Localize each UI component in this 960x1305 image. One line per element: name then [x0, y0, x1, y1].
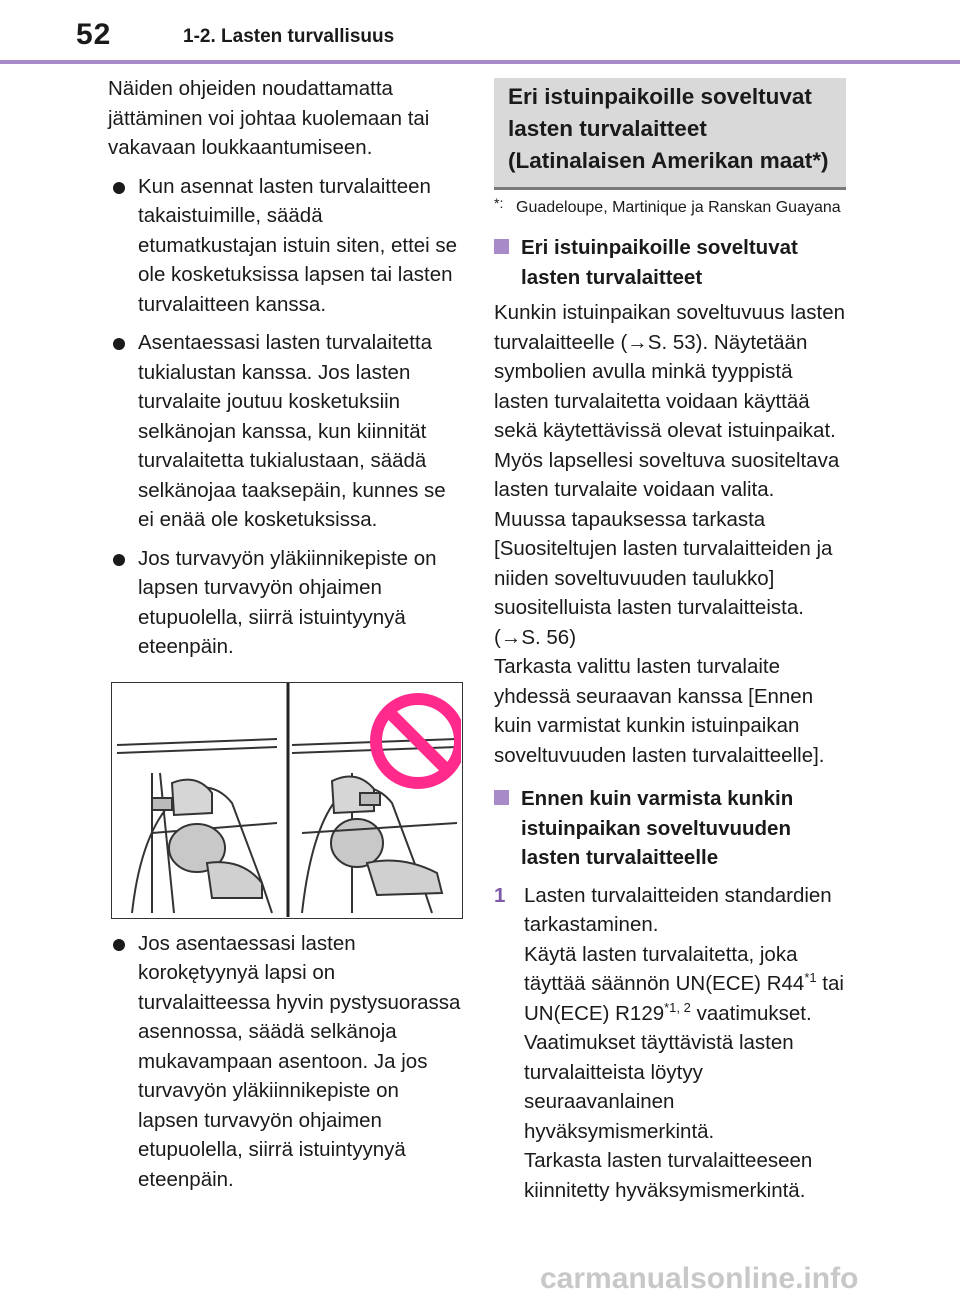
subheading-2: Ennen kuin varmista kunkin istuinpaikan soveltuvuuden lasten turvalaitteelle [494, 784, 846, 873]
left-column [108, 74, 464, 1194]
page-number: 52 [76, 18, 112, 51]
section-title: 1-2. Lasten turvallisuus [183, 26, 395, 47]
bullet-2: Asentaessasi lasten turvalaitetta tukialustan kanssa. Jos lasten turvalaite joutuu kosketuksiin selkänojan kanssa, kun kiinnität turvalaitetta tukialustaan, säädä selkänojaa taaksepäin, kunnes se ei enää ole kosketuksissa. [108, 328, 464, 535]
square-marker-icon [494, 790, 509, 805]
subheading-1: Eri istuinpaikoille soveltuvat lasten turvalaitteet [494, 233, 846, 292]
bullet-dot-icon [113, 338, 125, 350]
footnote: *: Guadeloupe, Martinique ja Ranskan Guayana [494, 195, 841, 216]
watermark: carmanualsonline.info [540, 1262, 859, 1295]
warning-intro: Näiden ohjeiden noudattamatta jättäminen voi johtaa kuolemaan tai vakavaan loukkaantumiseen. [108, 77, 430, 159]
bullet-3: Jos turvavyön yläkiinnikepiste on lapsen turvavyön ohjaimen etupuolella, siirrä istuintyynyä eteenpäin. [108, 544, 464, 662]
header-rule [0, 60, 960, 64]
square-marker-icon [494, 239, 509, 254]
para-2: Myös lapsellesi soveltuva suositeltava lasten turvalaite voidaan valita. Muussa tapauksessa tarkasta [Suositeltujen lasten turvalaitteiden ja niiden soveltuvuuden taulukko] suositelluista lasten turvalaitteista. [494, 448, 840, 619]
para-1: Kunkin istuinpaikan soveltuvuus lasten turvalaitteelle (→S. 53). Näytetään symbolien avulla minkä tyyppistä lasten turvalaitetta voidaan käyttää sekä käytettävissä olevat istuinpaikat. [494, 301, 845, 442]
bullet-dot-icon [113, 939, 125, 951]
page-ref[interactable]: (→S. 56) [494, 625, 577, 649]
seat-illustration [111, 682, 463, 919]
step-number: 1 [494, 883, 506, 907]
seat-drawing [112, 683, 461, 917]
bullet-dot-icon [113, 182, 125, 194]
section-heading-box: Eri istuinpaikoille soveltuvat lasten turvalaitteet (Latinalaisen Amerikan maat*) [494, 78, 846, 190]
para-3: Tarkasta valittu lasten turvalaite yhdessä seuraavan kanssa [Ennen kuin varmistat kunkin istuinpaikan soveltuvuuden lasten turvalaitteelle]. [494, 655, 825, 767]
bullet-1: Kun asennat lasten turvalaitteen takaistuimille, säädä etumatkustajan istuin siten, ettei se ole kosketuksissa lapsen tai lasten turvalaitteen kanssa. [108, 172, 464, 320]
bullet-dot-icon [113, 554, 125, 566]
bullet-4: Jos asentaessasi lasten korokętyynyä lapsi on turvalaitteessa hyvin pystysuorassa asennossa, säädä selkänoja mukavampaan asentoon. Ja jos turvavyön yläkiinnikepiste on lapsen turvavyön ohjaimen etupuolella, siirrä istuintyynyä eteenpäin. [108, 929, 464, 1195]
step-1: 1 Lasten turvalaitteiden standardien tarkastaminen. Käytä lasten turvalaitetta, joka täyttää säännön UN(ECE) R44$^{*1}$ tai UN(ECE) R129$^{*1, 2}$ vaatimukset. Vaatimukset täyttävistä lasten turvalaitteista löytyy seuraavanlainen hyväksymismerkintä. Tarkasta lasten turvalaitteeseen kiinnitetty hyväksymismerkintä. [494, 881, 846, 1206]
right-column [494, 78, 846, 1205]
